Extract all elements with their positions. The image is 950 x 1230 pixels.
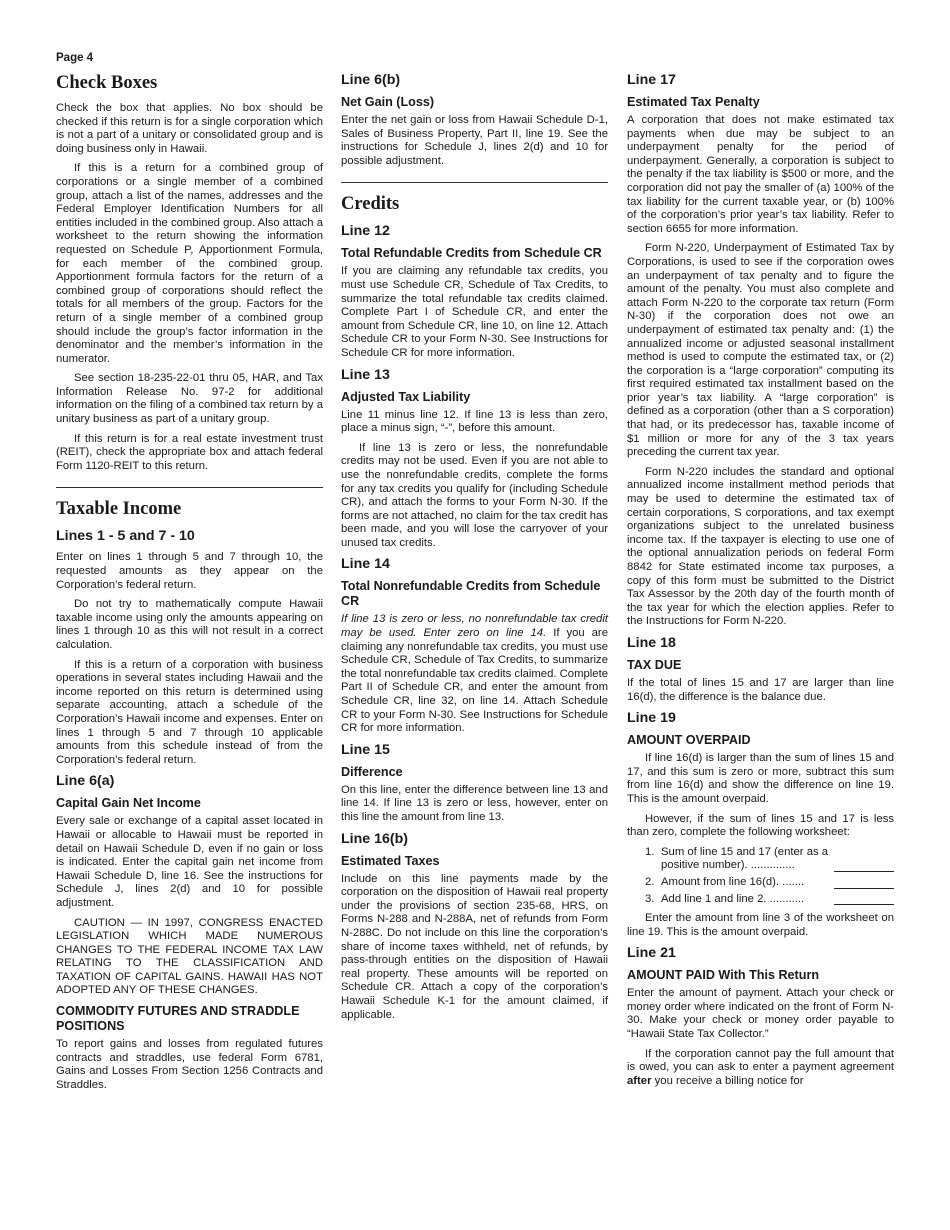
worksheet-blank-field[interactable] [834, 876, 894, 889]
line-subheading: AMOUNT PAID With This Return [627, 968, 820, 983]
line-heading: Line 6(a) [56, 773, 115, 790]
line-heading: Line 15 [341, 741, 390, 758]
paragraph [627, 1048, 894, 1089]
paragraph: Line 11 minus line 12. If line 13 is less than zero, place a minus sign, “-”, before this amount. [341, 408, 608, 435]
paragraph: If this is a return for a combined group of corporations or a single member of a combined group, attach a list of the names, addresses and the Federal Employer Identification Numbers for all entities included in the combined group. Also attach a worksheet to the return showing the information requested on Schedule P, Apportionment Formula, for each member of the combined group. Apportionment formula factors for the return of a combined group of corporations should reflect the totals for all members of the group. Factors for the return of a single member of a combined group should include the group’s factor information in the denominator and the member’s information in the numerator. [56, 162, 323, 365]
paragraph: Form N-220 includes the standard and optional annualized income installment method periods that may be used to determine the estimated tax of certain corporations, S corporations, and tax exempt organizations subject to the unrelated business income tax. If the taxpayer is electing to use one of the optional annualization periods on federal Form 8842 for State estimated income tax purposes, a copy of this form must be submitted to the District Tax Assessor by the 20th day of the fourth month of the tax year for which the election applies. Refer to the Instructions for Form N-220. [627, 465, 894, 628]
paragraph: Do not try to mathematically compute Hawaii taxable income using only the amounts appearing on lines 1 through 10 as this will not result in a correct calculation. [56, 598, 323, 651]
paragraph: On this line, enter the difference between line 13 and line 14. If line 13 is zero or less, however, enter on this line the amount from line 13. [341, 783, 608, 823]
page-number: Page 4 [56, 52, 94, 64]
paragraph: If line 13 is zero or less, the nonrefundable credits may not be used. Even if you are not able to use the nonrefundable credits, complete the forms for any tax credits you qualify for (including Schedule CR), and attach the forms to your Form N-30. If the forms are not attached, no claim for the tax credit has been made, and you will lose the carryover of your unused tax credits. [341, 441, 608, 549]
paragraph: Include on this line payments made by the corporation on the disposition of Hawaii real property under the provisions of section 235-68, HRS, on Forms N-288 and N-288A, net of refunds from Form N-288C. Do not include on this line the corporation’s share of income taxes withheld, net of refunds, by pass-through entities on the disposition of Hawaii real property. These amounts will be reported on Schedule CR. Attach a copy of the corporation’s Hawaii Schedule K-1 for the amount claimed, if applicable. [341, 872, 608, 1021]
worksheet-blank-field[interactable] [834, 859, 894, 872]
line-heading: Line 12 [341, 223, 390, 240]
worksheet-line [627, 893, 894, 907]
section-title-taxable-income: Taxable Income [56, 499, 182, 520]
paragraph: Enter the amount from line 3 of the worksheet on line 19. This is the amount overpaid. [627, 912, 894, 938]
line-subheading: TAX DUE [627, 657, 682, 672]
paragraph-text: you receive a billing notice for [651, 1074, 804, 1087]
worksheet-line-text: Sum of line 15 and 17 (enter as a positive number). .............. [661, 845, 829, 872]
paragraph: To report gains and losses from regulated futures contracts and straddles, use federal Form 6781, Gains and Losses From Section 1256 Contracts and Straddles. [56, 1038, 323, 1091]
paragraph: Enter the amount of payment. Attach your check or money order where indicated on the front of Form N-30. Make your check or money order payable to “Hawaii State Tax Collector.” [627, 987, 894, 1041]
paragraph: However, if the sum of lines 15 and 17 is less than zero, complete the following worksheet: [627, 812, 894, 839]
worksheet-line-number: 2. [645, 875, 655, 888]
paragraph: If this is a return of a corporation with business operations in several states including Hawaii and the income reported on this return is determined using separate accounting, attach a schedule of the Corporation’s Hawaii income and expenses. Enter on lines 1 through 5 and 7 through 10 applicable amounts from this schedule instead of from the Corporation’s federal return. [56, 658, 323, 766]
line-subheading: Net Gain (Loss) [341, 95, 435, 109]
line-heading: Lines 1 - 5 and 7 - 10 [56, 528, 195, 545]
worksheet-line-text: Add line 1 and line 2. ........... [661, 892, 805, 905]
worksheet-line-text: Amount from line 16(d). ....... [661, 875, 805, 888]
column-3 [627, 70, 894, 1094]
paragraph: If line 16(d) is larger than the sum of lines 15 and 17, and this sum is zero or more, subtract this sum from line 16(d) and show the difference on line 19. This is the amount overpaid. [627, 752, 894, 805]
section-title-credits: Credits [341, 194, 400, 215]
paragraph: If you are claiming any refundable tax credits, you must use Schedule CR, Schedule of Tax Credits, to summarize the total refundable tax credits claimed. Complete Part I of Schedule CR, and enter the amount from Schedule CR, line 10, on line 12. Attach Schedule CR to your Form N-30. See Instructions for Schedule CR for more information. [341, 265, 608, 359]
line-heading: Line 16(b) [341, 830, 409, 847]
paragraph: Enter the net gain or loss from Hawaii Schedule D-1, Sales of Business Property, Part II, line 19. See the instructions for Schedule J, lines 2(d) and 10 for possible adjustment. [341, 114, 608, 167]
paragraph: Form N-220, Underpayment of Estimated Tax by Corporations, is used to see if the corporation owes an underpayment of tax penalty and to figure the amount of the penalty. You must also complete and attach Form N-220 to the corporate tax return (Form N-30) if the corporation does not owe an underpayment of estimated tax penalty and: (1) the annualized income or adjusted seasonal installment method is used to compute the estimated tax, or (2) the corporation is a “large corporation” computing its first required estimated tax installment based on the prior year’s tax liability. A “large corporation” is defined as a corporation (other than a S corporation) that had, or its predecessor has, taxable income of $1 million or more for any of the 3 tax years preceding the current tax year. [627, 242, 894, 459]
line-heading: Line 17 [627, 72, 676, 88]
line-heading: Line 21 [627, 945, 676, 962]
worksheet-blank-field[interactable] [834, 892, 894, 905]
worksheet-line-number: 3. [645, 892, 655, 905]
worksheet-line-number: 1. [645, 845, 655, 858]
worksheet [627, 846, 894, 906]
line-subheading: Estimated Tax Penalty [627, 95, 760, 109]
paragraph: Enter on lines 1 through 5 and 7 through 10, the requested amounts as they appear on the Corporation’s federal return. [56, 551, 323, 591]
paragraph: Check the box that applies. No box should be checked if this return is for a single corporation which is not a part of a unitary or consolidated group and is doing business only in Hawaii. [56, 102, 323, 155]
paragraph-text: If the corporation cannot pay the full amount that is owed, you can ask to enter a payment agreement [627, 1047, 894, 1074]
line-heading: Line 19 [627, 710, 676, 727]
line-subheading: AMOUNT OVERPAID [627, 733, 751, 748]
line-subheading: Estimated Taxes [341, 853, 440, 868]
line-subheading: Total Nonrefundable Credits from Schedule CR [341, 579, 601, 609]
worksheet-line [627, 846, 894, 873]
paragraph: If the total of lines 15 and 17 are larger than line 16(d), the difference is the balance due. [627, 676, 894, 703]
section-divider [56, 487, 323, 488]
bold-word: after [627, 1074, 652, 1087]
line-subheading: Adjusted Tax Liability [341, 389, 471, 404]
paragraph: See section 18-235-22-01 thru 05, HAR, and Tax Information Release No. 97-2 for additional information on the filing of a combined tax return by a unitary business as part of a unitary group. [56, 372, 323, 426]
line-subheading: Difference [341, 764, 403, 779]
paragraph: A corporation that does not make estimated tax payments when due may be subject to an underpayment penalty for the period of underpayment. Generally, a corporation is subject to the penalty if the tax liability is $500 or more, and the corporation did not pay the smaller of (a) 100% of the tax liability for the current taxable year, or (b) 100% of the corporation’s prior year’s tax liability. Refer to section 6655 for more information. [627, 114, 894, 235]
line-heading: Line 18 [627, 634, 676, 651]
line-heading: Line 14 [341, 556, 390, 573]
line-subheading: Total Refundable Credits from Schedule CR [341, 246, 602, 261]
worksheet-line [627, 876, 894, 890]
section-divider [341, 182, 608, 183]
italic-note: If line 13 is zero or less, no nonrefundable tax credit may be used. Enter zero on line 14. [341, 613, 608, 640]
column-1 [56, 70, 323, 1098]
line-heading: Line 13 [341, 366, 390, 383]
section-title-check-boxes: Check Boxes [56, 73, 158, 93]
paragraph [341, 613, 608, 735]
line-subheading: COMMODITY FUTURES AND STRADDLE POSITIONS [56, 1004, 300, 1034]
caution-paragraph: CAUTION — IN 1997, CONGRESS ENACTED LEGISLATION WHICH MADE NUMEROUS CHANGES TO THE FEDERAL INCOME TAX LAW RELATING TO THE CLASSIFICATION AND TAXATION OF CAPITAL GAINS. HAWAII HAS NOT ADOPTED ANY OF THESE CHANGES. [56, 916, 323, 997]
paragraph: If this return is for a real estate investment trust (REIT), check the appropriate box and attach federal Form 1120-REIT to this return. [56, 432, 323, 472]
paragraph: Every sale or exchange of a capital asset located in Hawaii or allocable to Hawaii must be reported in detail on Hawaii Schedule D, even if no gain or loss is indicated. Enter the capital gain net income from Hawaii Schedule D, line 16. See the instructions for Schedule J, lines 2(d) and 10 for possible adjustment. [56, 815, 323, 909]
column-2 [341, 70, 608, 1028]
paragraph-text: If you are claiming any nonrefundable tax credits, you must use Schedule CR, Schedule of Tax Credits, to summarize the total nonrefundable tax credits claimed. Complete Part II of Schedule CR, and enter the amount from Schedule CR, line 32, on line 14. Attach Schedule CR to your Form N-30. See Instructions for Schedule CR for more information. [341, 627, 608, 735]
line-subheading: Capital Gain Net Income [56, 796, 201, 811]
line-heading: Line 6(b) [341, 72, 401, 88]
